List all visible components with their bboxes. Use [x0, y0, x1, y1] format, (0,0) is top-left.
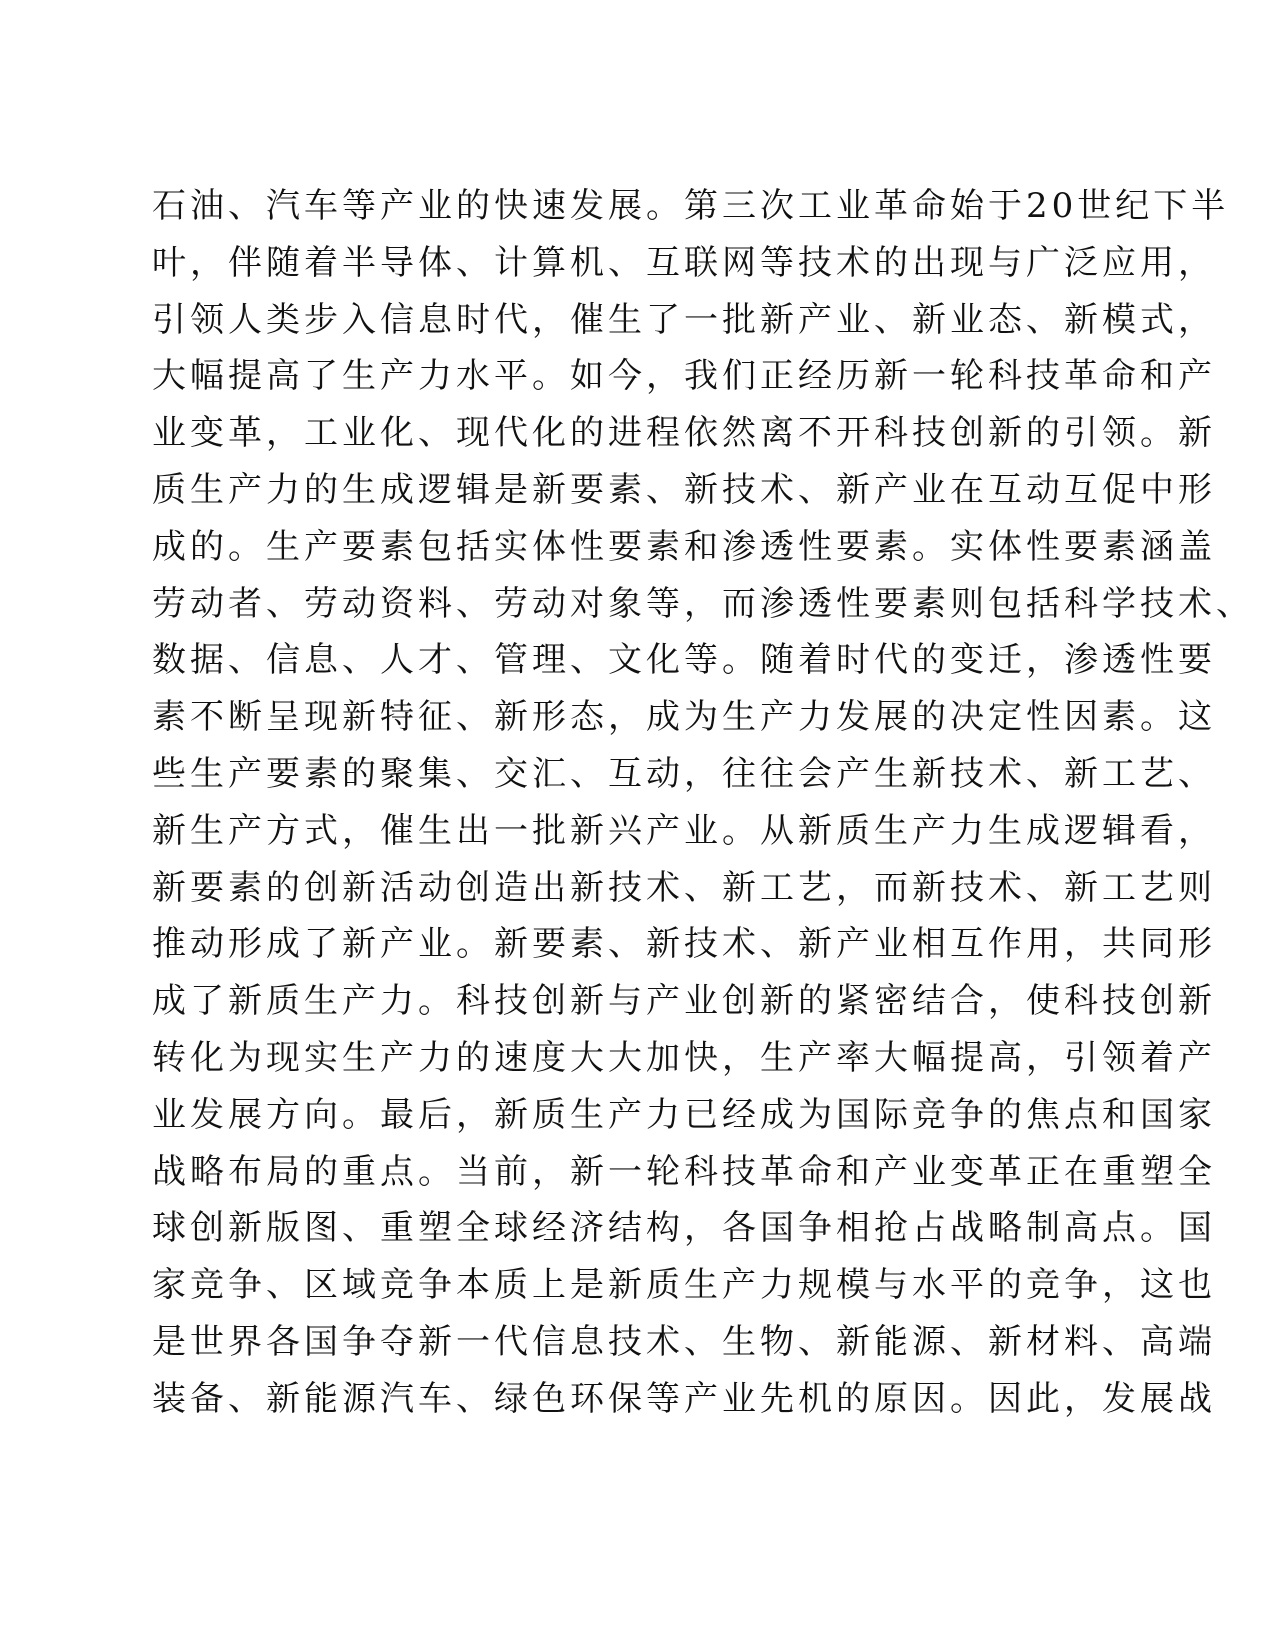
text-line: 质生产力的生成逻辑是新要素、新技术、新产业在互动互促中形: [152, 469, 1216, 510]
text-line: 新要素的创新活动创造出新技术、新工艺，而新技术、新工艺则: [152, 867, 1216, 908]
text-line: 转化为现实生产力的速度大大加快，生产率大幅提高，引领着产: [152, 1037, 1216, 1078]
body-text: [152, 178, 1254, 1428]
text-line: 球创新版图、重塑全球经济结构，各国争相抢占战略制高点。国: [152, 1208, 1216, 1249]
text-line: 战略布局的重点。当前，新一轮科技革命和产业变革正在重塑全: [152, 1151, 1216, 1192]
text-line: 数据、信息、人才、管理、文化等。随着时代的变迁，渗透性要: [152, 640, 1216, 681]
text-line: 新生产方式，催生出一批新兴产业。从新质生产力生成逻辑看，: [152, 810, 1216, 851]
text-line: 推动形成了新产业。新要素、新技术、新产业相互作用，共同形: [152, 924, 1216, 965]
text-line: 素不断呈现新特征、新形态，成为生产力发展的决定性因素。这: [152, 697, 1216, 738]
text-line: 业发展方向。最后，新质生产力已经成为国际竞争的焦点和国家: [152, 1094, 1216, 1135]
text-line: 大幅提高了生产力水平。如今，我们正经历新一轮科技革命和产: [152, 356, 1216, 397]
text-line: 家竞争、区域竞争本质上是新质生产力规模与水平的竞争，这也: [152, 1265, 1216, 1306]
text-line: 叶，伴随着半导体、计算机、互联网等技术的出现与广泛应用，: [152, 242, 1216, 283]
text-line: 业变革，工业化、现代化的进程依然离不开科技创新的引领。新: [152, 413, 1216, 454]
text-line: 石油、汽车等产业的快速发展。第三次工业革命始于20世纪下半: [152, 186, 1230, 226]
text-line: 劳动者、劳动资料、劳动对象等，而渗透性要素则包括科学技术、: [152, 583, 1254, 624]
text-line: 些生产要素的聚集、交汇、互动，往往会产生新技术、新工艺、: [152, 753, 1216, 794]
text-line: 成了新质生产力。科技创新与产业创新的紧密结合，使科技创新: [152, 981, 1216, 1022]
text-line: 引领人类步入信息时代，催生了一批新产业、新业态、新模式，: [152, 299, 1216, 340]
text-line: 成的。生产要素包括实体性要素和渗透性要素。实体性要素涵盖: [152, 526, 1216, 567]
text-line: 装备、新能源汽车、绿色环保等产业先机的原因。因此，发展战: [152, 1378, 1216, 1419]
text-line: 是世界各国争夺新一代信息技术、生物、新能源、新材料、高端: [152, 1321, 1216, 1362]
